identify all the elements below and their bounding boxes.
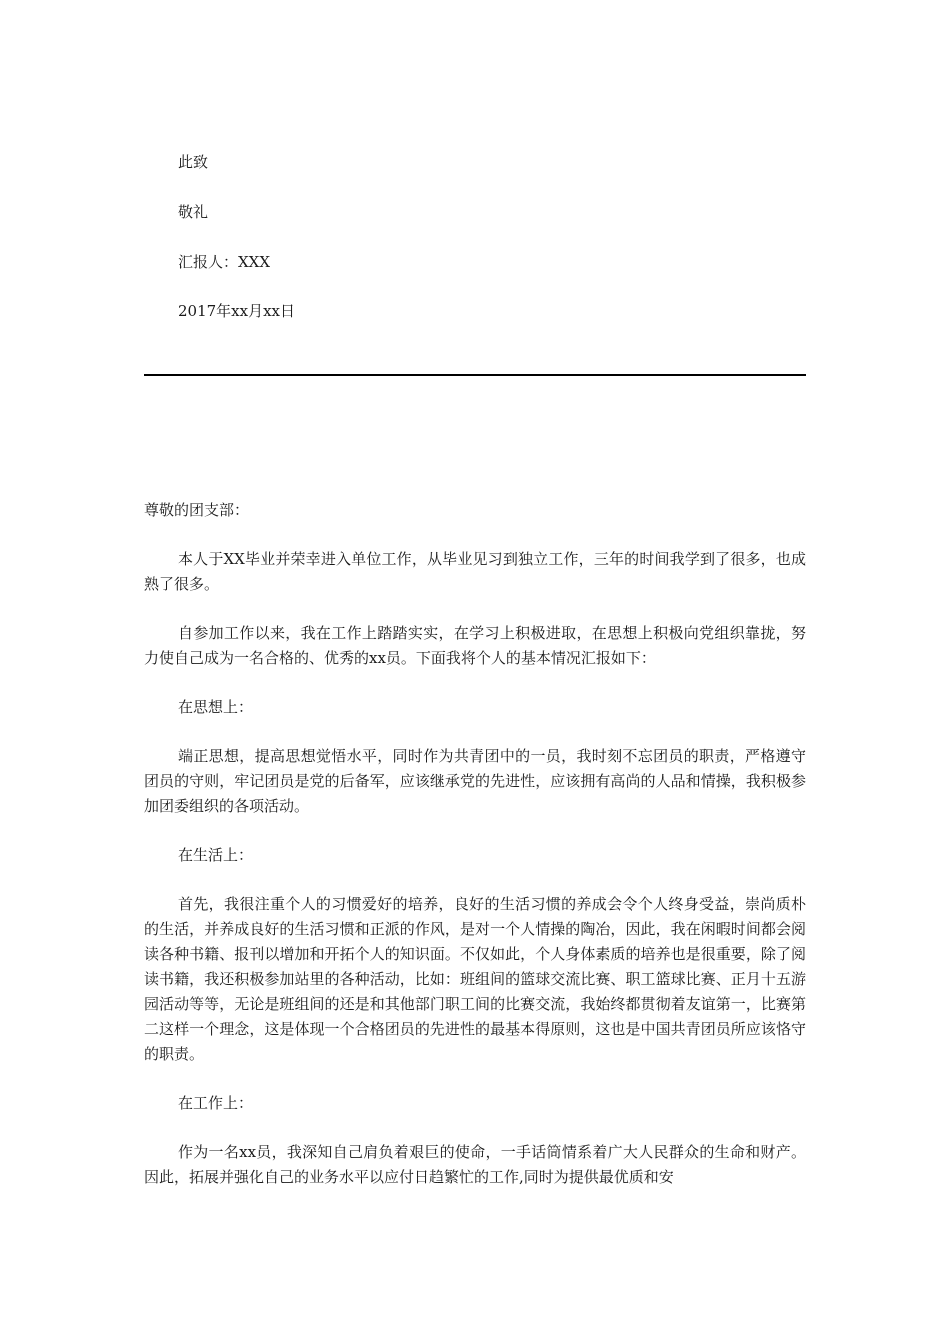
paragraph-thought: 端正思想，提高思想觉悟水平，同时作为共青团中的一员，我时刻不忘团员的职责，严格遵守团员的守则，牢记团员是党的后备军，应该继承党的先进性，应该拥有高尚的人品和情操，我积极参加团委组织的各项活动。 xyxy=(144,747,806,815)
paragraph-life: 首先，我很注重个人的习惯爱好的培养，良好的生活习惯的养成会令个人终身受益，崇尚质朴的生活，并养成良好的生活习惯和正派的作风，是对一个人情操的陶冶，因此，我在闲暇时间都会阅读各种书籍、报刊以增加和开拓个人的知识面。不仅如此，个人身体素质的培养也是很重要，除了阅读书籍，我还积极参加站里的各种活动，比如：班组间的篮球交流比赛、职工篮球比赛、正月十五游园活动等等，无论是班组间的还是和其他部门职工间的比赛交流，我始终都贯彻着友谊第一，比赛第二这样一个理念，这是体现一个合格团员的先进性的最基本得原则，这也是中国共青团员所应该恪守的职责。 xyxy=(144,895,806,1063)
paragraph-overview: 自参加工作以来，我在工作上踏踏实实，在学习上积极进取，在思想上积极向党组织靠拢，努力使自己成为一名合格的、优秀的xx员。下面我将个人的基本情况汇报如下： xyxy=(144,624,806,667)
section-heading-thought: 在思想上： xyxy=(178,698,254,716)
paragraph-intro: 本人于XX毕业并荣幸进入单位工作，从毕业见习到独立工作，三年的时间我学到了很多，也成熟了很多。 xyxy=(144,550,806,593)
date-line: 2017年xx月xx日 xyxy=(178,302,296,320)
reporter-line: 汇报人：XXX xyxy=(178,253,271,271)
closing-line-cizhi: 此致 xyxy=(178,153,209,171)
section-heading-work: 在工作上： xyxy=(178,1094,254,1112)
page-divider xyxy=(144,374,806,376)
section-heading-life: 在生活上： xyxy=(178,846,254,864)
paragraph-work: 作为一名xx员，我深知自己肩负着艰巨的使命，一手话筒情系着广大人民群众的生命和财产。因此，拓展并强化自己的业务水平以应付日趋繁忙的工作,同时为提供最优质和安 xyxy=(144,1143,806,1186)
letter-body xyxy=(144,498,806,1214)
salutation: 尊敬的团支部： xyxy=(144,501,250,519)
closing-line-jingli: 敬礼 xyxy=(178,203,209,221)
